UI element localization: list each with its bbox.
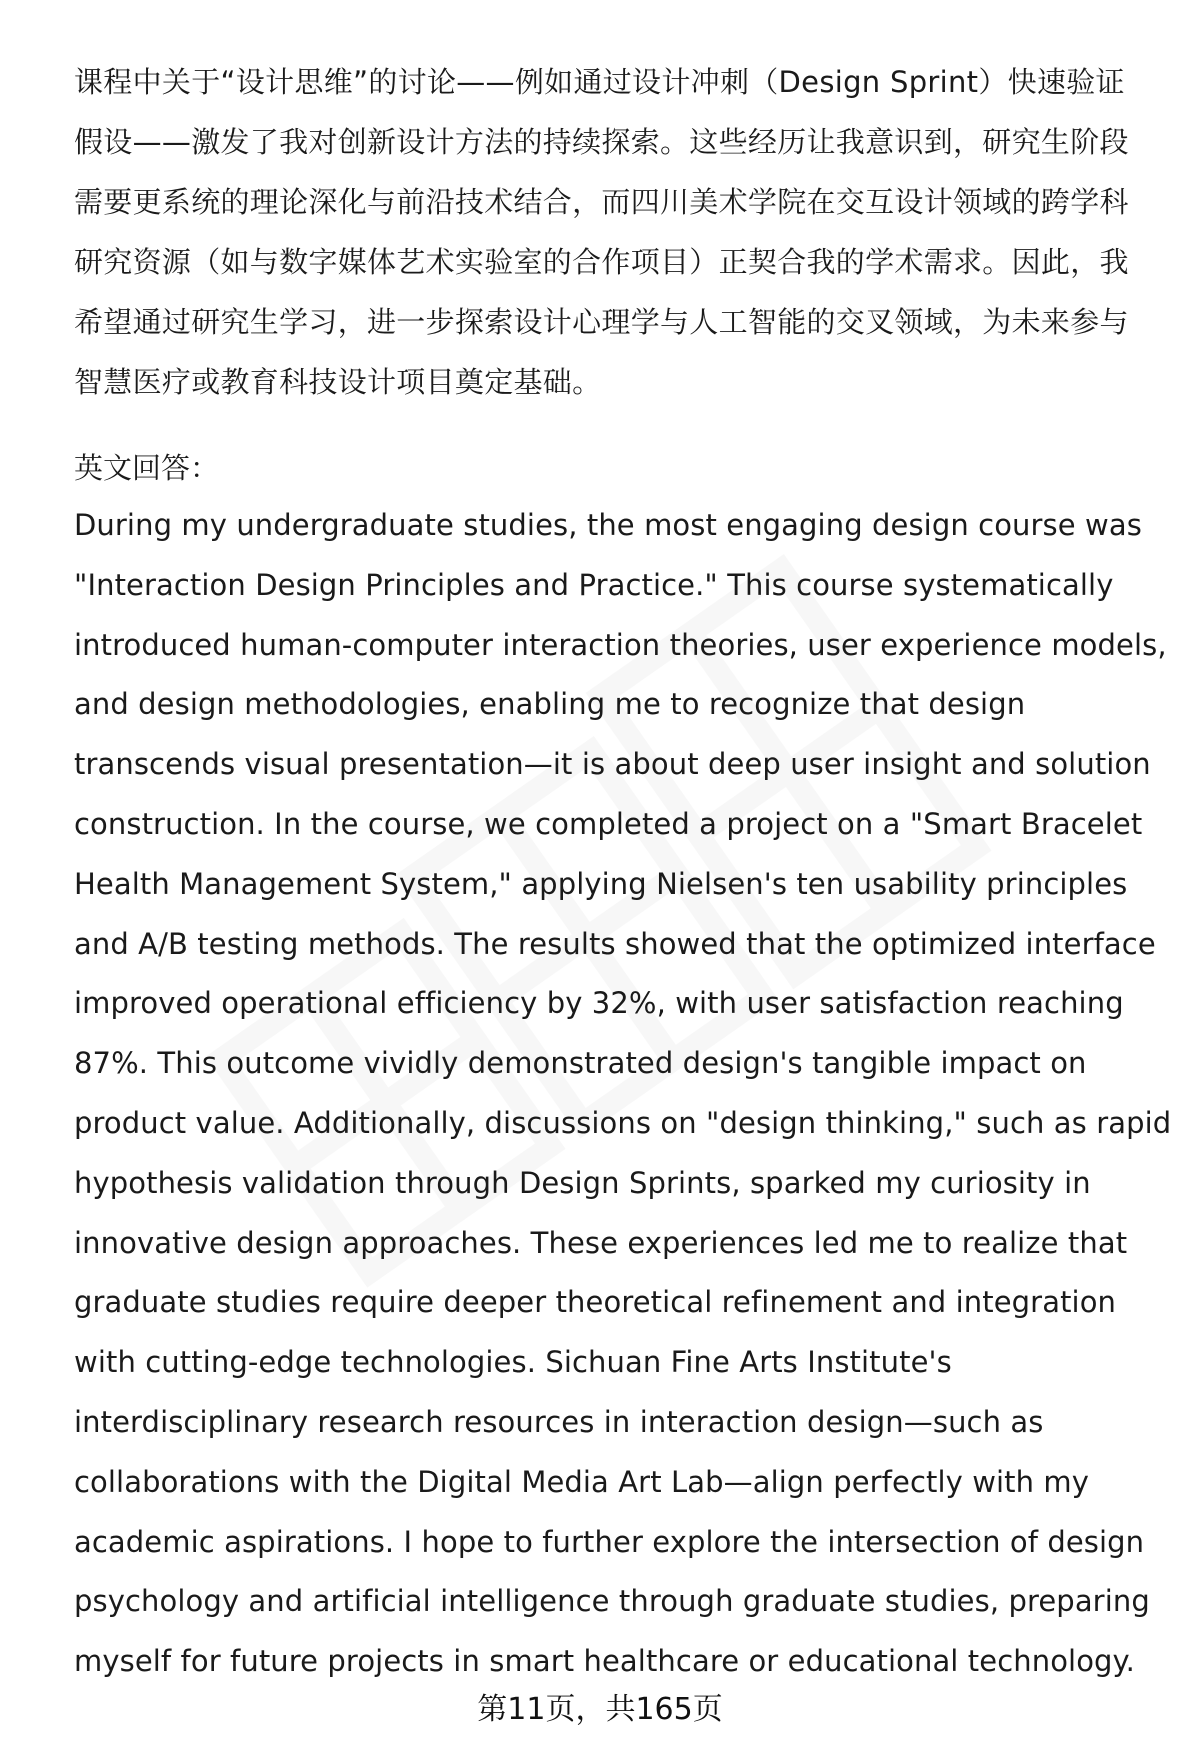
chinese-answer-paragraph: 课程中关于“设计思维”的讨论——例如通过设计冲刺（Design Sprint）快速验证假设——激发了我对创新设计方法的持续探索。这些经历让我意识到，研究生阶段需要更系统的理论深化与前沿技术结合，而四川美术学院在交互设计领域的跨学科研究资源（如与数字媒体艺术实验室的合作项目）正契合我的学术需求。因此，我希望通过研究生学习，进一步探索设计心理学与人工智能的交叉领域，为未来参与智慧医疗或教育科技设计项目奠定基础。 <box>74 65 1129 399</box>
english-answer-heading: 英文回答： <box>74 451 220 485</box>
page-number-footer: 第11页，共165页 <box>477 1692 723 1727</box>
english-answer-paragraph: During my undergraduate studies, the most engaging design course was "Interaction Design Principles and Practice." This course systematically introduced human-computer interaction theories, user experience models, and design methodologies, enabling me to recognize that design transcends visual presentation—it is about deep user insight and solution construction. In the course, we completed a project on a "Smart Bracelet Health Management System," applying Nielsen's ten usability principles and A/B testing methods. The results showed that the optimized interface improved operational efficiency by 32%, with user satisfaction reaching 87%. This outcome vividly demonstrated design's tangible impact on product value. Additionally, discussions on "design thinking," such as rapid hypothesis validation through Design Sprints, sparked my curiosity in innovative design approaches. These experiences led me to realize that graduate studies require deeper theoretical refinement and integration with cutting-edge technologies. Sichuan Fine Arts Institute's interdisciplinary research resources in interaction design—such as collaborations with the Digital Media Art Lab—align perfectly with my academic aspirations. I hope to further explore the intersection of design psychology and artificial intelligence through graduate studies, preparing myself for future projects in smart healthcare or educational technology. <box>74 508 1172 1679</box>
